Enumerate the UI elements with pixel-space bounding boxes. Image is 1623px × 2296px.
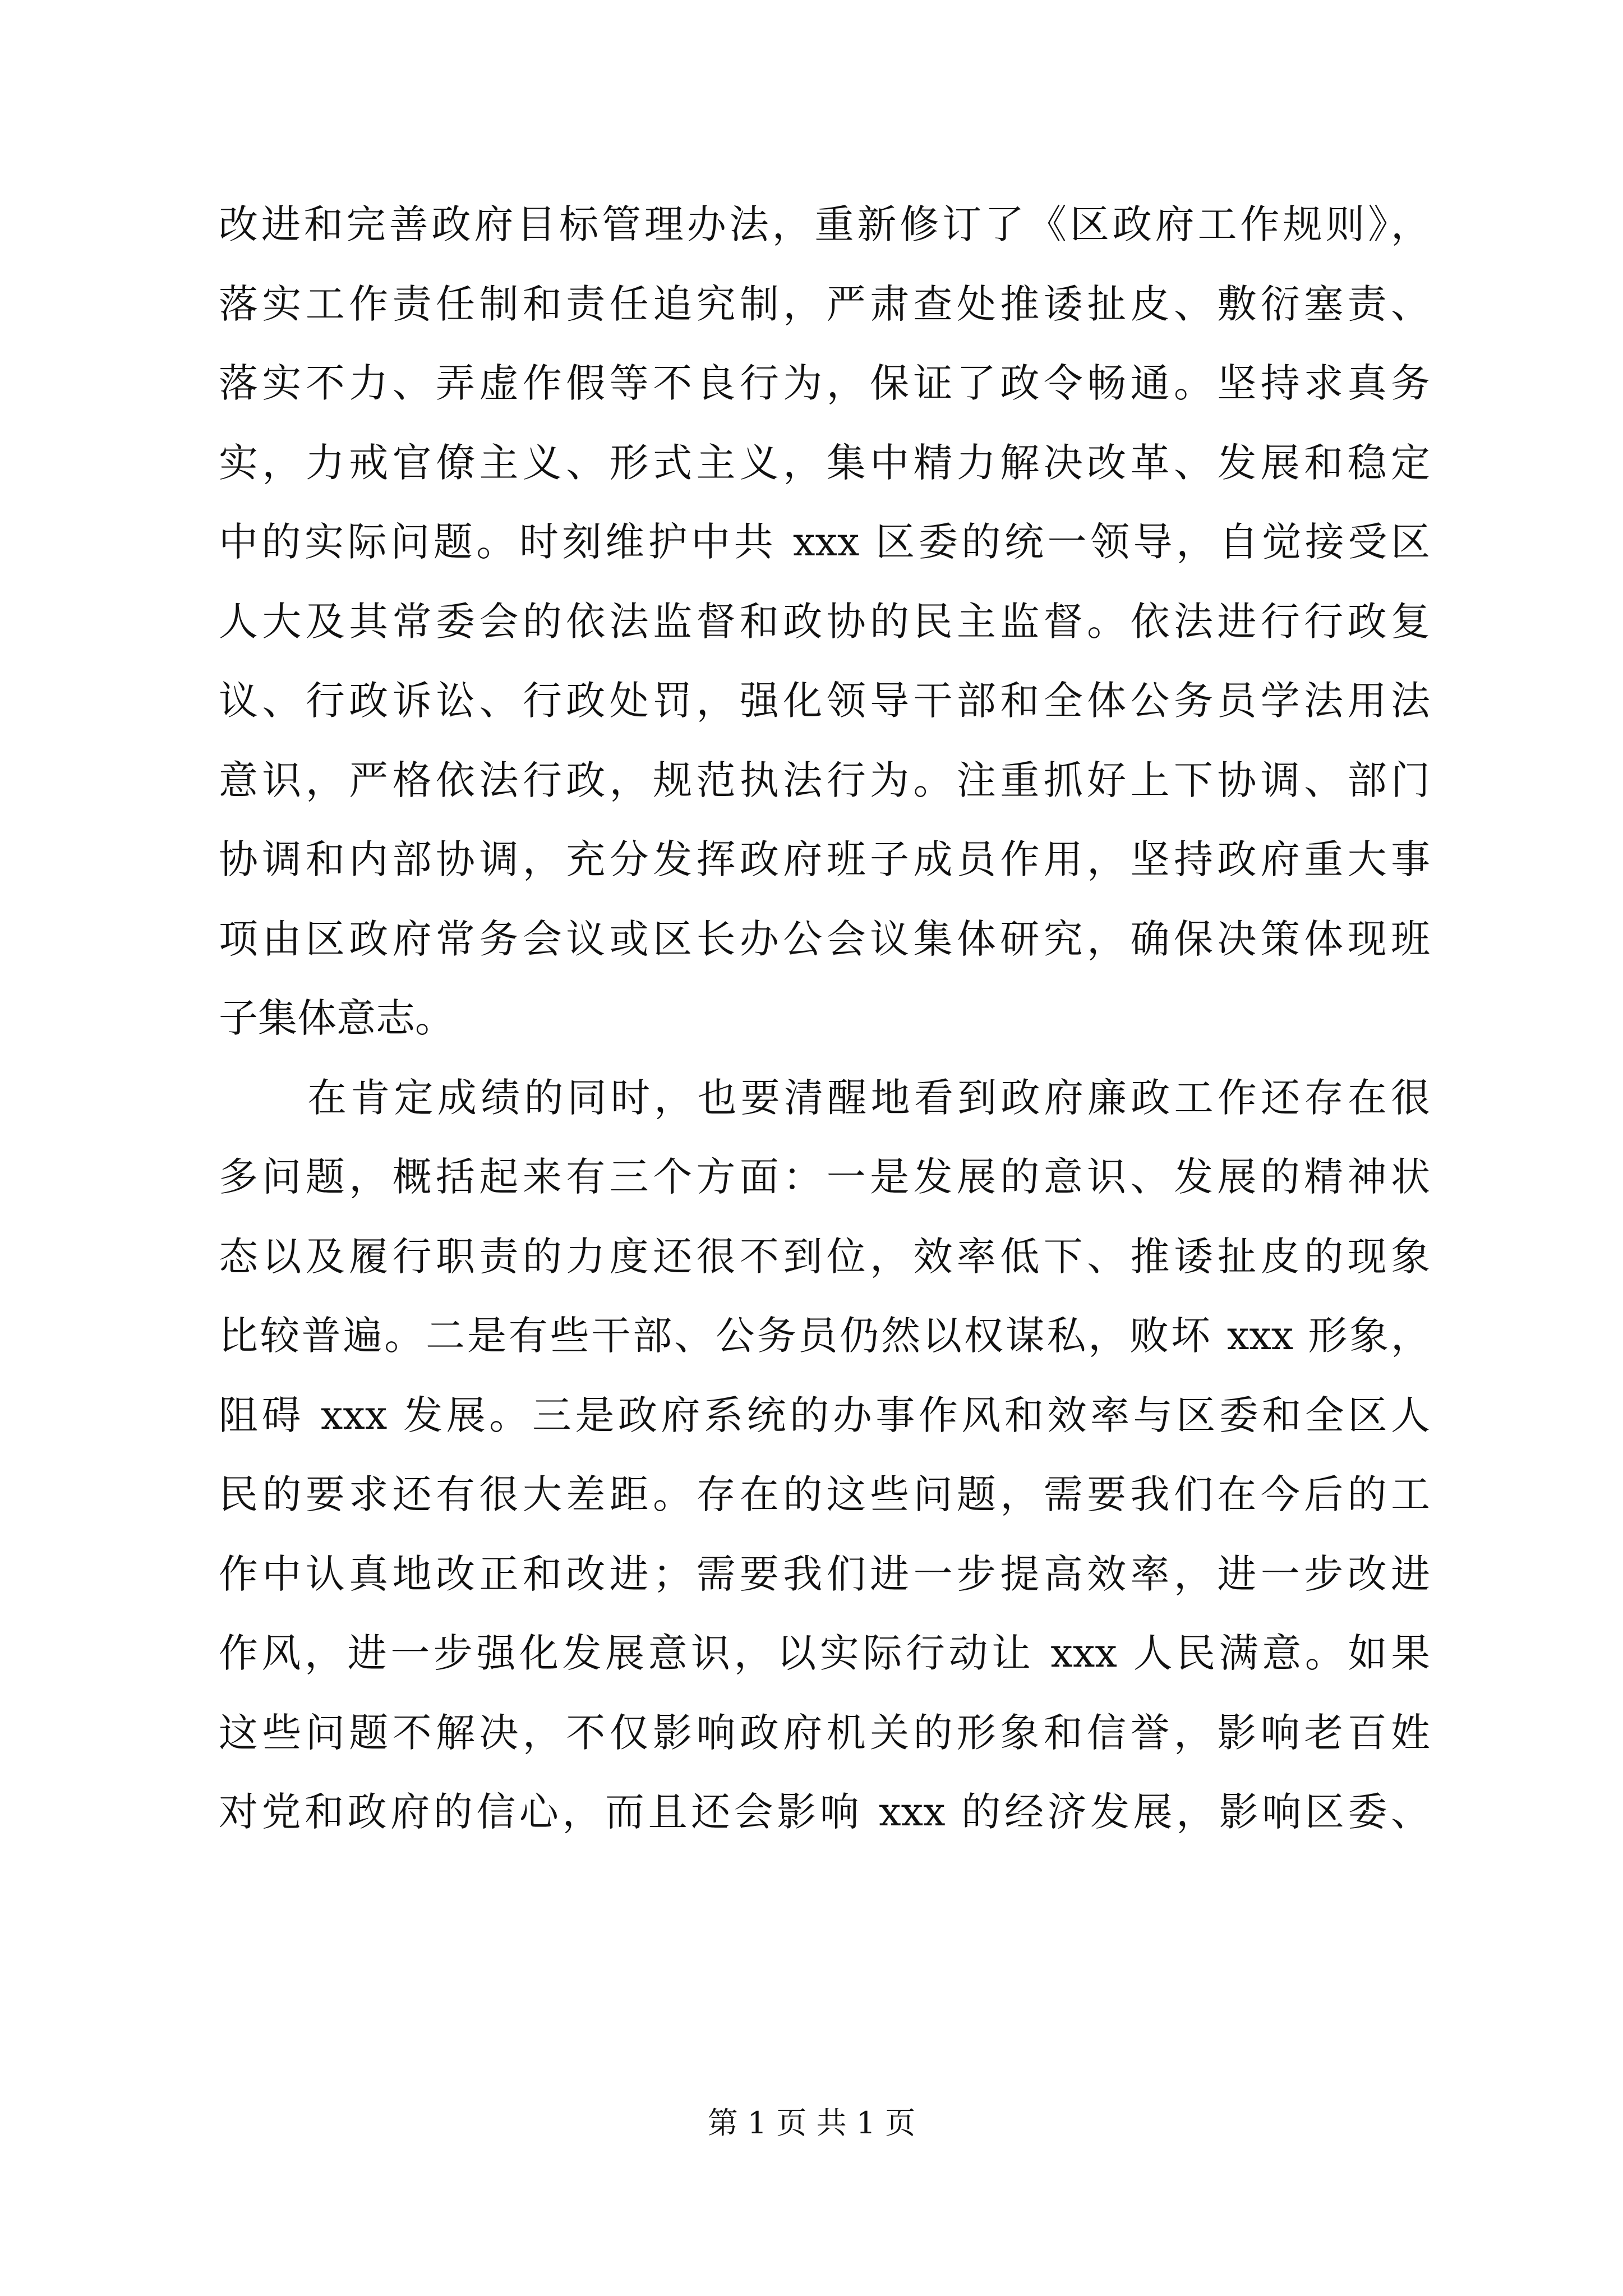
paragraph-2 (219, 1059, 1430, 1852)
text-line: 作风，进一步强化发展意识，以实际行动让 xxx 人民满意。如果 (219, 1630, 1430, 1676)
paragraph-1 (219, 185, 1430, 1059)
text-line: 这些问题不解决，不仅影响政府机关的形象和信誉，影响老百姓 (219, 1709, 1430, 1756)
text-line: 落实不力、弄虚作假等不良行为，保证了政令畅通。坚持求真务 (219, 360, 1430, 406)
text-line: 多问题，概括起来有三个方面：一是发展的意识、发展的精神状 (219, 1154, 1430, 1200)
text-line: 阻碍 xxx 发展。三是政府系统的办事作风和效率与区委和全区人 (219, 1392, 1430, 1438)
text-line: 在肯定成绩的同时，也要清醒地看到政府廉政工作还存在很 (307, 1074, 1430, 1121)
text-line: 民的要求还有很大差距。存在的这些问题，需要我们在今后的工 (219, 1471, 1430, 1517)
text-line: 人大及其常委会的依法监督和政协的民主监督。依法进行行政复 (219, 598, 1430, 645)
page-number-footer: 第 1 页 共 1 页 (707, 2105, 916, 2141)
text-line: 子集体意志。 (219, 995, 454, 1041)
text-line: 意识，严格依法行政，规范执法行为。注重抓好上下协调、部门 (219, 757, 1430, 803)
text-line: 议、行政诉讼、行政处罚，强化领导干部和全体公务员学法用法 (219, 678, 1430, 724)
text-line: 落实工作责任制和责任追究制，严肃查处推诿扯皮、敷衍塞责、 (219, 280, 1430, 327)
text-line: 作中认真地改正和改进；需要我们进一步提高效率，进一步改进 (219, 1550, 1430, 1597)
text-line: 对党和政府的信心，而且还会影响 xxx 的经济发展，影响区委、 (219, 1789, 1430, 1835)
text-line: 比较普遍。二是有些干部、公务员仍然以权谋私，败坏 xxx 形象， (219, 1313, 1430, 1359)
text-line: 协调和内部协调，充分发挥政府班子成员作用，坚持政府重大事 (219, 836, 1430, 882)
document-body (219, 185, 1430, 1852)
text-line: 实，力戒官僚主义、形式主义，集中精力解决改革、发展和稳定 (219, 439, 1430, 486)
text-line: 态以及履行职责的力度还很不到位，效率低下、推诿扯皮的现象 (219, 1233, 1430, 1280)
text-line: 中的实际问题。时刻维护中共 xxx 区委的统一领导，自觉接受区 (219, 519, 1430, 565)
text-line: 项由区政府常务会议或区长办公会议集体研究，确保决策体现班 (219, 915, 1430, 962)
text-line: 改进和完善政府目标管理办法，重新修订了《区政府工作规则》， (219, 201, 1430, 247)
